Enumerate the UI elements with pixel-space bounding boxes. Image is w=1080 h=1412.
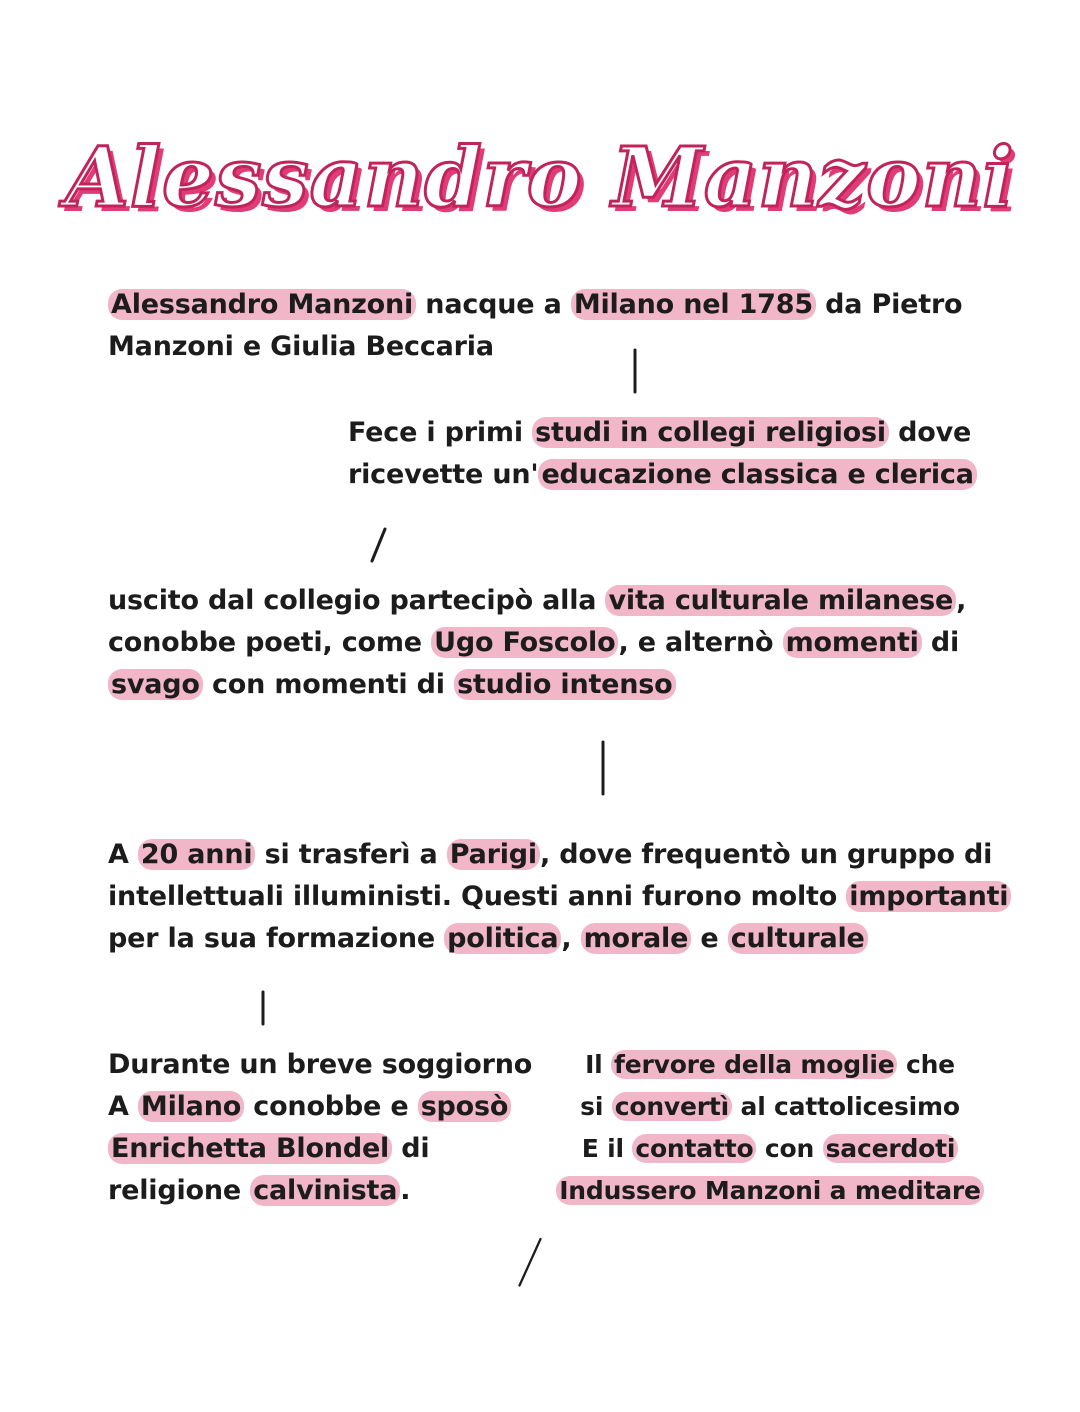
text: , [561, 923, 581, 954]
paragraph-studies [348, 412, 977, 496]
text: di [392, 1133, 430, 1164]
text-line [108, 1170, 532, 1212]
text: . [400, 1175, 411, 1206]
highlight: svago [108, 669, 203, 700]
highlight: Milano [138, 1091, 244, 1122]
text: , [956, 585, 967, 616]
highlight: politica [444, 923, 561, 954]
highlight: studi in collegi religiosi [532, 417, 889, 448]
paragraph-paris [108, 834, 1011, 960]
highlight: vita culturale milanese [605, 585, 956, 616]
text-line [108, 918, 1011, 960]
text: A [108, 839, 138, 870]
highlight: sacerdoti [823, 1134, 959, 1163]
text: E il [581, 1134, 633, 1163]
highlight: sposò [418, 1091, 512, 1122]
highlight: Alessandro Manzoni [108, 289, 416, 320]
highlight: culturale [728, 923, 868, 954]
text-line [108, 876, 1011, 918]
text-line [108, 1128, 532, 1170]
highlight: educazione classica e clerica [538, 459, 976, 490]
text: religione [108, 1175, 251, 1206]
text-line [348, 412, 977, 454]
text: si trasferì a [255, 839, 447, 870]
paragraph-cultural-life [108, 580, 966, 706]
highlight: Enrichetta Blondel [108, 1133, 392, 1164]
text: che [897, 1050, 955, 1079]
paragraph-marriage [108, 1044, 532, 1212]
text-line [520, 1044, 1020, 1086]
text: e [691, 923, 728, 954]
text: con momenti di [202, 669, 455, 700]
text: si [580, 1092, 612, 1121]
text: , dove frequentò un gruppo di [539, 839, 993, 870]
connector-line [608, 346, 668, 406]
connector-line [236, 986, 296, 1046]
connector-line [500, 1236, 560, 1296]
text-line: Manzoni e Giulia Beccaria [108, 331, 494, 362]
text: , e alternò [618, 627, 783, 658]
highlight: studio intenso [454, 669, 675, 700]
highlight: Parigi [447, 839, 540, 870]
connector-line [576, 738, 636, 798]
text: conobbe poeti, come [108, 627, 432, 658]
paragraph-conversion [520, 1044, 1020, 1212]
paragraph-birth [108, 284, 962, 368]
highlight: morale [581, 923, 692, 954]
highlight: 20 anni [138, 839, 256, 870]
text: di [921, 627, 960, 658]
text: dove [888, 417, 972, 448]
page-title: Alessandro Manzoni [65, 130, 1015, 226]
text-line [520, 1086, 1020, 1128]
text: Fece i primi [348, 417, 533, 448]
connector-line [350, 515, 410, 575]
text: intellettuali illuministi. Questi anni furono molto [108, 881, 847, 912]
highlight: calvinista [250, 1175, 400, 1206]
text-line: Durante un breve soggiorno [108, 1049, 533, 1080]
text: conobbe e [244, 1091, 418, 1122]
highlight: contatto [632, 1134, 756, 1163]
text: da Pietro [815, 289, 963, 320]
text-line [108, 580, 966, 622]
text-line [520, 1128, 1020, 1170]
text-line [108, 1086, 532, 1128]
text-line [108, 664, 966, 706]
highlight: Milano nel 1785 [571, 289, 816, 320]
text-line [108, 622, 966, 664]
highlight: importanti [846, 881, 1011, 912]
text: per la sua formazione [108, 923, 445, 954]
text: con [756, 1134, 823, 1163]
text-line [108, 284, 962, 326]
highlight: Ugo Foscolo [431, 627, 618, 658]
text: ricevette un' [348, 459, 539, 490]
text-line [520, 1170, 1020, 1212]
text: A [108, 1091, 138, 1122]
text: uscito dal collegio partecipò alla [108, 585, 606, 616]
text: Il [585, 1050, 612, 1079]
text: nacque a [416, 289, 571, 320]
highlight: Indussero Manzoni a meditare [556, 1176, 984, 1205]
highlight: convertì [612, 1092, 732, 1121]
text-line [108, 834, 1011, 876]
highlight: momenti [783, 627, 922, 658]
highlight: fervore della moglie [611, 1050, 897, 1079]
text: al cattolicesimo [732, 1092, 960, 1121]
text-line [348, 454, 977, 496]
